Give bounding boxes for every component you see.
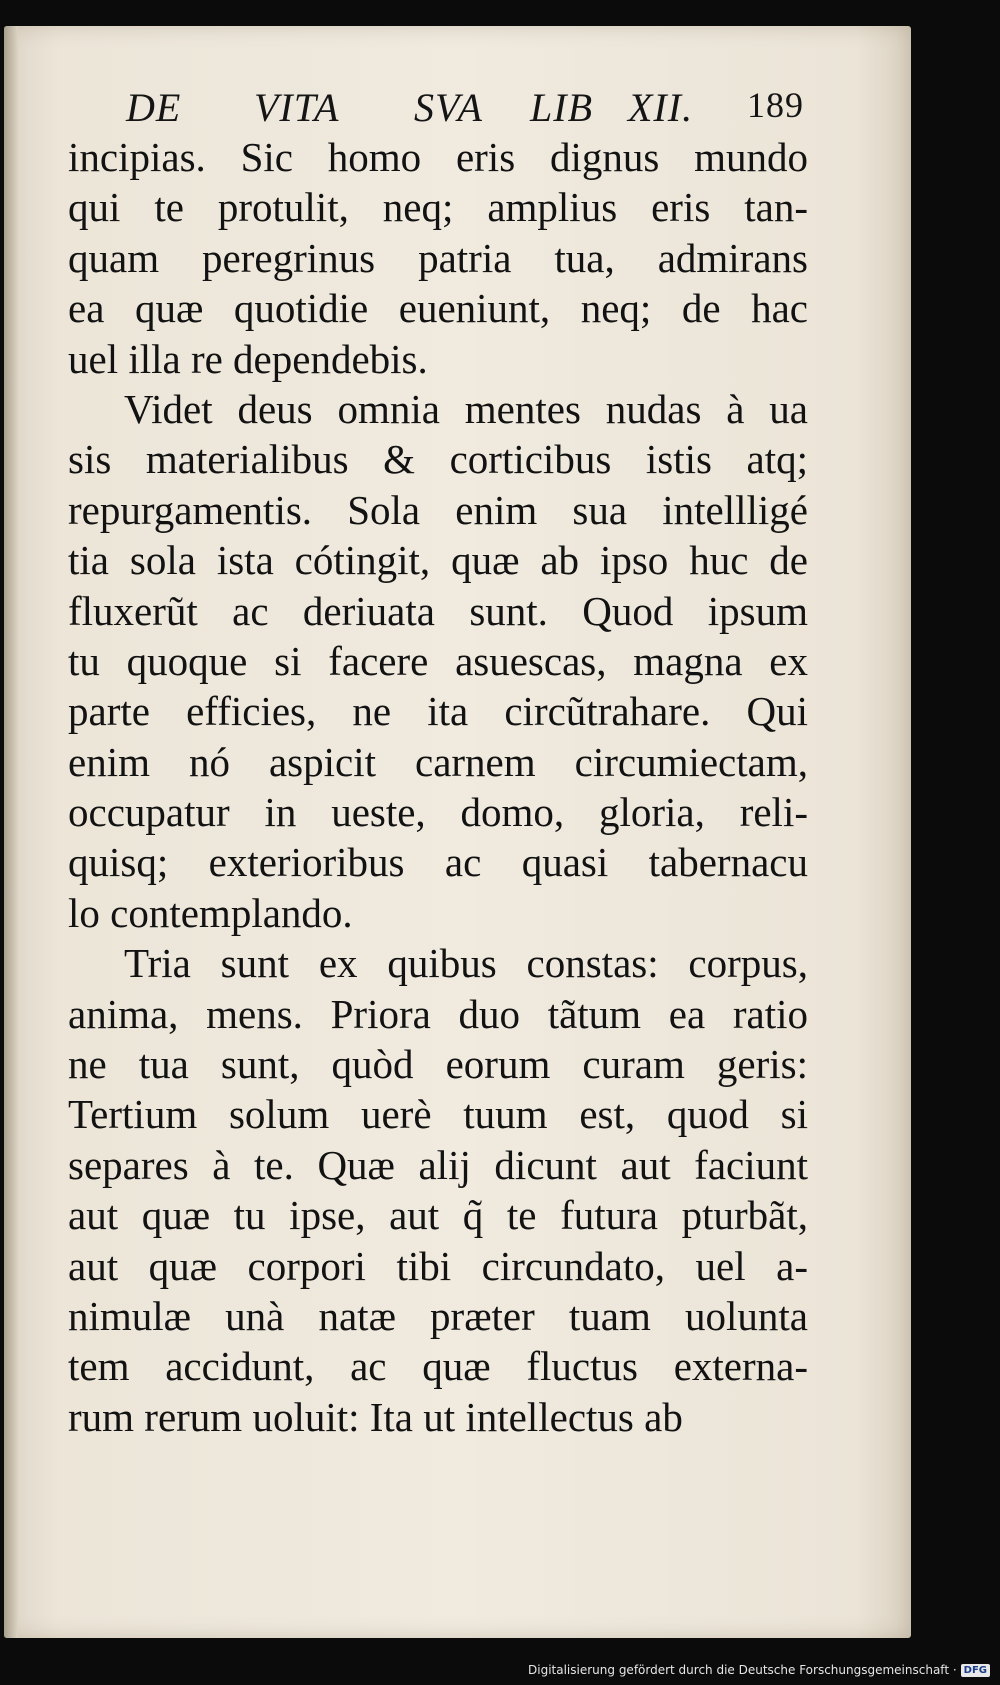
text-line: Tria sunt ex quibus constas: corpus, <box>124 940 808 987</box>
text-line: parte efficies, ne ita circũtrahare. Qui <box>68 688 808 735</box>
text-line: repurgamentis. Sola enim sua intellligé <box>68 486 808 533</box>
book-page <box>4 26 911 1638</box>
text-line: rum rerum uoluit: Ita ut intellectus ab <box>68 1393 683 1440</box>
text-line: incipias. Sic homo eris dignus mundo <box>68 134 808 180</box>
text-line: lo contemplando. <box>68 889 353 936</box>
text-line: Tertium solum uerè tuum est, quod si <box>68 1091 808 1138</box>
digitization-credit <box>528 1661 990 1679</box>
text-line: anima, mens. Priora duo tãtum ea ratio <box>68 990 808 1037</box>
running-head-word: SVA <box>414 85 483 130</box>
text-line: fluxerũt ac deriuata sunt. Quod ipsum <box>68 587 808 634</box>
text-line: Videt deus omnia mentes nudas à ua <box>124 385 808 432</box>
text-line: uel illa re dependebis. <box>68 335 428 382</box>
text-line: tu quoque si facere asuescas, magna ex <box>68 637 808 684</box>
text-line: qui te protulit, neq; amplius eris tan- <box>68 184 808 231</box>
running-head <box>126 84 804 128</box>
text-line: enim nó aspicit carnem circumiectam, <box>68 738 808 785</box>
text-line: quam peregrinus patria tua, admirans <box>68 234 808 281</box>
book-spine-shadow <box>4 26 18 1638</box>
dfg-logo: DFG <box>961 1664 990 1677</box>
body-text <box>68 132 808 1442</box>
running-head-word: LIB <box>530 85 593 130</box>
text-line: ne tua sunt, quòd eorum curam geris: <box>68 1041 808 1088</box>
text-line: separes à te. Quæ alij dicunt aut faciunt <box>68 1141 808 1188</box>
credit-text: Digitalisierung gefördert durch die Deutsche Forschungsgemeinschaft · <box>528 1663 957 1677</box>
text-line: quisq; exterioribus ac quasi tabernacu <box>68 839 808 886</box>
running-head-word: VITA <box>254 85 340 130</box>
running-head-word: DE <box>126 85 182 130</box>
text-line: nimulæ unà natæ præter tuam uolunta <box>68 1292 808 1339</box>
page-number: 189 <box>747 85 804 125</box>
text-line: aut quæ corpori tibi circundato, uel a- <box>68 1242 808 1289</box>
text-line: tia sola ista cótingit, quæ ab ipso huc de <box>68 537 808 584</box>
text-line: ea quæ quotidie eueniunt, neq; de hac <box>68 285 808 332</box>
text-line: tem accidunt, ac quæ fluctus externa- <box>68 1343 808 1390</box>
text-line: sis materialibus & corticibus istis atq; <box>68 436 808 483</box>
running-head-word: XII. <box>628 85 694 130</box>
text-line: aut quæ tu ipse, aut q̃ te futura pturbãt, <box>68 1192 808 1239</box>
text-line: occupatur in ueste, domo, gloria, reli- <box>68 789 808 836</box>
